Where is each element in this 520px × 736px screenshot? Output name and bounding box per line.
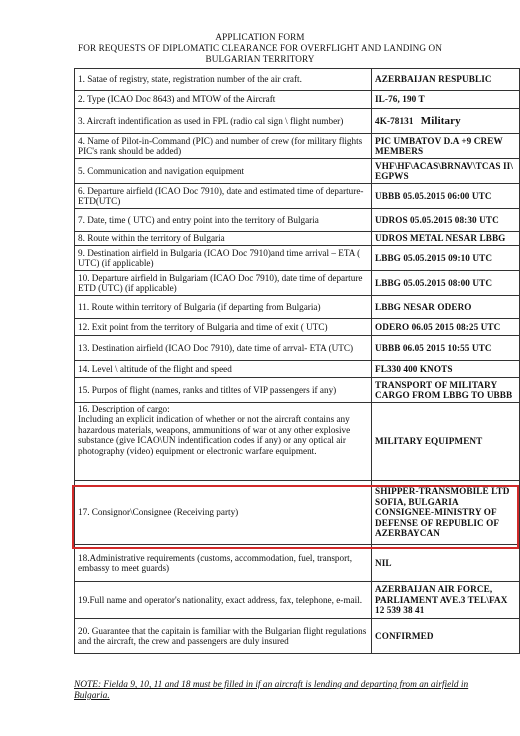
table-row [75,336,520,361]
field-question: 16. Description of cargo: Including an explicit indication of whether or not the aircraft contains any hazardous materials, weapons, ammunitions of war ot any other explosive substance (give ICAO\UN indentification codes if any) or any optical air photography (video) equipment or electronic warfare equipment. [75,403,372,481]
field-question: 12. Exit point from the territory of Bulgaria and time of exit ( UTC) [75,319,372,336]
field-question: 17. Consignor\Consignee (Receiving party) [75,481,372,545]
table-row [75,91,520,109]
field-answer: LBBG 05.05.2015 09:10 UTC [372,246,520,271]
table-row [75,232,520,246]
table-row [75,545,520,582]
table-row [75,184,520,209]
table-row [75,134,520,159]
field-question: 3. Aircraft indentification as used in FPL (radio cal sign \ flight number) [75,109,372,134]
field-answer: UBBB 05.05.2015 06:00 UTC [372,184,520,209]
field-question: 1. Satae of registry, state, registration number of the air craft. [75,69,372,91]
table-row [75,209,520,232]
field-question: 8. Route within the territory of Bulgaria [75,232,372,246]
field-question: 7. Date, time ( UTC) and entry point into the territory of Bulgaria [75,209,372,232]
table-row [75,69,520,91]
field-answer: LBBG NESAR ODERO [372,296,520,319]
field-question: 18.Administrative requirements (customs, accommodation, fuel, transport, embassy to meet guards) [75,545,372,582]
clearance-form-table [74,68,520,654]
form-subtitle: FOR REQUESTS OF DIPLOMATIC CLEARANCE FOR OVERFLIGHT AND LANDING ON [78,43,442,53]
field-question: 15. Purpos of flight (names, ranks and titltes of VIP passengers if any) [75,378,372,403]
field-answer: NIL [372,545,520,582]
table-row [75,403,520,481]
field-answer: AZERBAIJAN RESPUBLIC [372,69,520,91]
field-question: 2. Type (ICAO Doc 8643) and MTOW of the Aircraft [75,91,372,109]
table-row [75,361,520,378]
field-answer: SHIPPER-TRANSMOBILE LTD SOFIA, BULGARIA CONSIGNEE-MINISTRY OF DEFENSE OF REPUBLIC OF AZERBAYCAN [372,481,520,545]
field-question: 20. Guarantee that the capitain is familiar with the Bulgarian flight regulations and the aircraft, the crew and passengers are duly insured [75,619,372,654]
table-row [75,481,520,545]
field-question: 11. Route within territory of Bulgaria (if departing from Bulgaria) [75,296,372,319]
form-title: APPLICATION FORM [215,32,305,42]
callsign-category: Military [420,114,461,127]
field-answer: PIC UMBATOV D.A +9 CREW MEMBERS [372,134,520,159]
callsign-value: 4K-78131 [375,115,414,126]
field-answer: UBBB 06.05 2015 10:55 UTC [372,336,520,361]
field-question: 10. Departure airfield in Bulgariam (ICAO Doc 7910), date time of departure ETD (UTC) (if applicable) [75,271,372,296]
field-answer: LBBG 05.05.2015 08:00 UTC [372,271,520,296]
field-answer: UDROS METAL NESAR LBBG [372,232,520,246]
table-row [75,246,520,271]
field-question: 4. Name of Pilot-in-Command (PIC) and number of crew (for military flights PIC's rank should be added) [75,134,372,159]
field-question: 14. Level \ altitude of the flight and speed [75,361,372,378]
field-question: 9. Destination airfield in Bulgaria (ICAO Doc 7910)and time arrival – ETA ( UTC) (if applicable) [75,246,372,271]
field-answer: AZERBAIJAN AIR FORCE, PARLIAMENT AVE.3 TEL\FAX 12 539 38 41 [372,582,520,619]
field-answer: TRANSPORT OF MILITARY CARGO FROM LBBG TO UBBB [372,378,520,403]
field-answer: CONFIRMED [372,619,520,654]
table-row [75,159,520,184]
form-subtitle-territory: BULGARIAN TERRITORY [205,54,315,64]
field-answer: MILITARY EQUIPMENT [372,403,520,481]
field-answer [372,109,520,134]
field-question: 19.Full name and operator's nationality, exact address, fax, telephone, e-mail. [75,582,372,619]
footnote: NOTE: Fielda 9, 10, 11 and 18 must be filled in if an aircraft is lending and departing from an airfield in Bulgaria. [74,680,469,701]
field-question: 5. Communication and navigation equipment [75,159,372,184]
field-answer: ODERO 06.05 2015 08:25 UTC [372,319,520,336]
field-answer: IL-76, 190 T [372,91,520,109]
field-question: 6. Departure airfield (ICAO Doc 7910), date and estimated time of departure-ETD(UTC) [75,184,372,209]
table-row [75,271,520,296]
table-row [75,319,520,336]
field-answer: FL330 400 KNOTS [372,361,520,378]
table-row [75,619,520,654]
table-row [75,378,520,403]
table-row [75,582,520,619]
field-answer: VHF\HF\ACAS\BRNAV\TCAS II\ EGPWS [372,159,520,184]
field-answer: UDROS 05.05.2015 08:30 UTC [372,209,520,232]
table-row [75,109,520,134]
table-row [75,296,520,319]
field-question: 13. Destination airfield (ICAO Doc 7910), date time of arrval- ETA (UTC) [75,336,372,361]
